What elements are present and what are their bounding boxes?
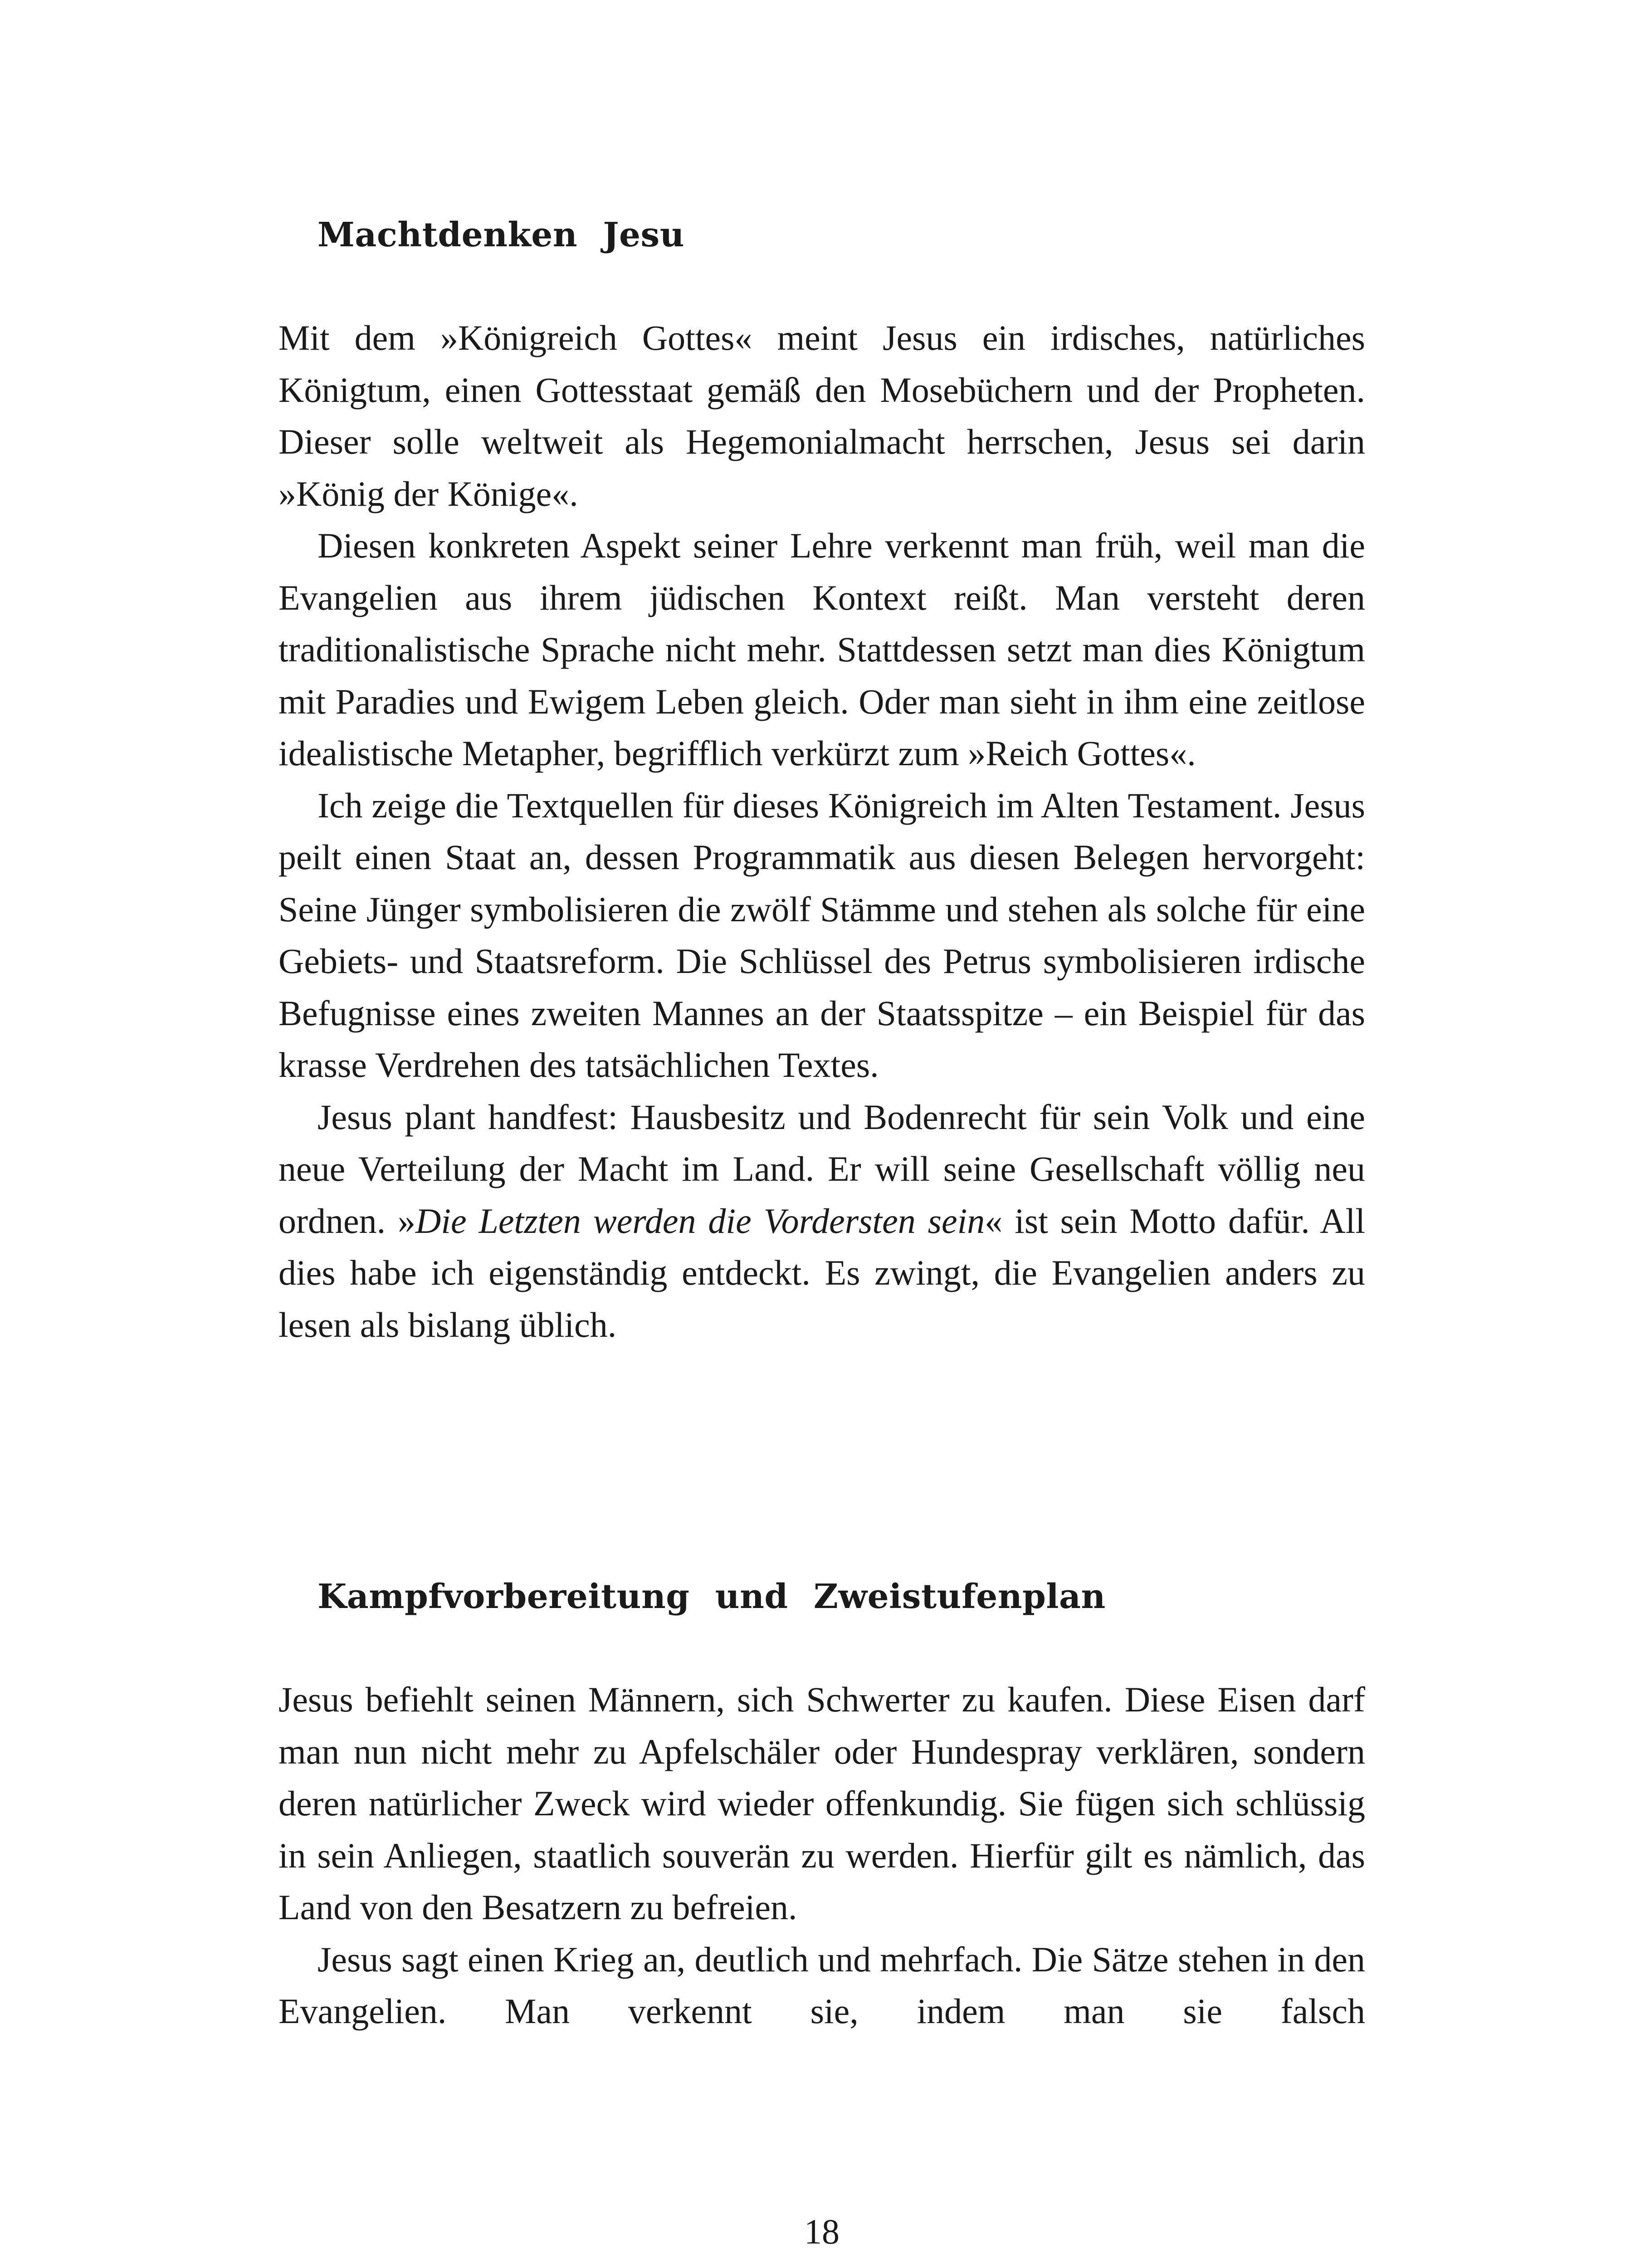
- paragraph: Ich zeige die Textquellen für dieses Königreich im Alten Testament. Jesus peilt einen Staat an, dessen Programmatik aus diesen Belegen hervorgeht: Seine Jünger symbolisieren die zwölf Stämme und stehen als solche für eine Gebiets- und Staatsreform. Die Schlüssel des Petrus symbolisieren irdische Befugnisse eines zweiten Mannes an der Staatsspitze – ein Beispiel für das krasse Verdrehen des tatsächlichen Textes.: [278, 785, 1365, 1085]
- quoted-motto: Die Letzten werden die Vordersten sein: [415, 1201, 985, 1241]
- book-page: [278, 0, 1365, 2268]
- page-number: 18: [804, 2212, 840, 2251]
- section-heading-kampfvorbereitung: Kampfvorbereitung und Zweistufenplan: [317, 1577, 1106, 1616]
- paragraph: Jesus befiehlt seinen Männern, sich Schwerter zu kaufen. Diese Eisen darf man nun nicht mehr zu Apfelschäler oder Hundespray verklären, sondern deren natürlicher Zweck wird wieder offenkundig. Sie fügen sich schlüssig in sein Anliegen, staatlich souverän zu werden. Hierfür gilt es nämlich, das Land von den Besatzern zu befreien.: [278, 1680, 1365, 1927]
- paragraph: Diesen konkreten Aspekt seiner Lehre verkennt man früh, weil man die Evangelien aus ihrem jüdischen Kontext reißt. Man versteht deren traditionalistische Sprache nicht mehr. Stattdessen setzt man dies Königtum mit Paradies und Ewigem Leben gleich. Oder man sieht in ihm eine zeitlose idealistische Metapher, begrifflich verkürzt zum »Reich Gottes«.: [278, 526, 1365, 773]
- paragraph-text: Jesus plant handfest: Hausbesitz und Bodenrecht für sein Volk und eine neue Verteilung der Macht im Land. Er will seine Gesellschaft völlig neu ordnen. »: [278, 1097, 1365, 1241]
- paragraph: Jesus sagt einen Krieg an, deutlich und mehrfach. Die Sätze stehen in den Evangelien. Man verkennt sie, indem man sie falsch: [278, 1939, 1365, 2031]
- paragraph-text: « ist sein Motto dafür. All dies habe ich eigenständig entdeckt. Es zwingt, die Evangelien anders zu lesen als bislang üblich.: [278, 1201, 1365, 1344]
- paragraph: [278, 1091, 1365, 1351]
- section-body-kampfvorbereitung: [278, 1674, 1365, 2038]
- section-heading-machtdenken: Machtdenken Jesu: [317, 215, 685, 254]
- section-body-machtdenken: [278, 312, 1365, 1351]
- paragraph: Mit dem »Königreich Gottes« meint Jesus ein irdisches, natürliches Königtum, einen Gottesstaat gemäß den Mosebüchern und der Propheten. Dieser solle weltweit als Hegemonialmacht herrschen, Jesus sei darin »König der Könige«.: [278, 318, 1365, 513]
